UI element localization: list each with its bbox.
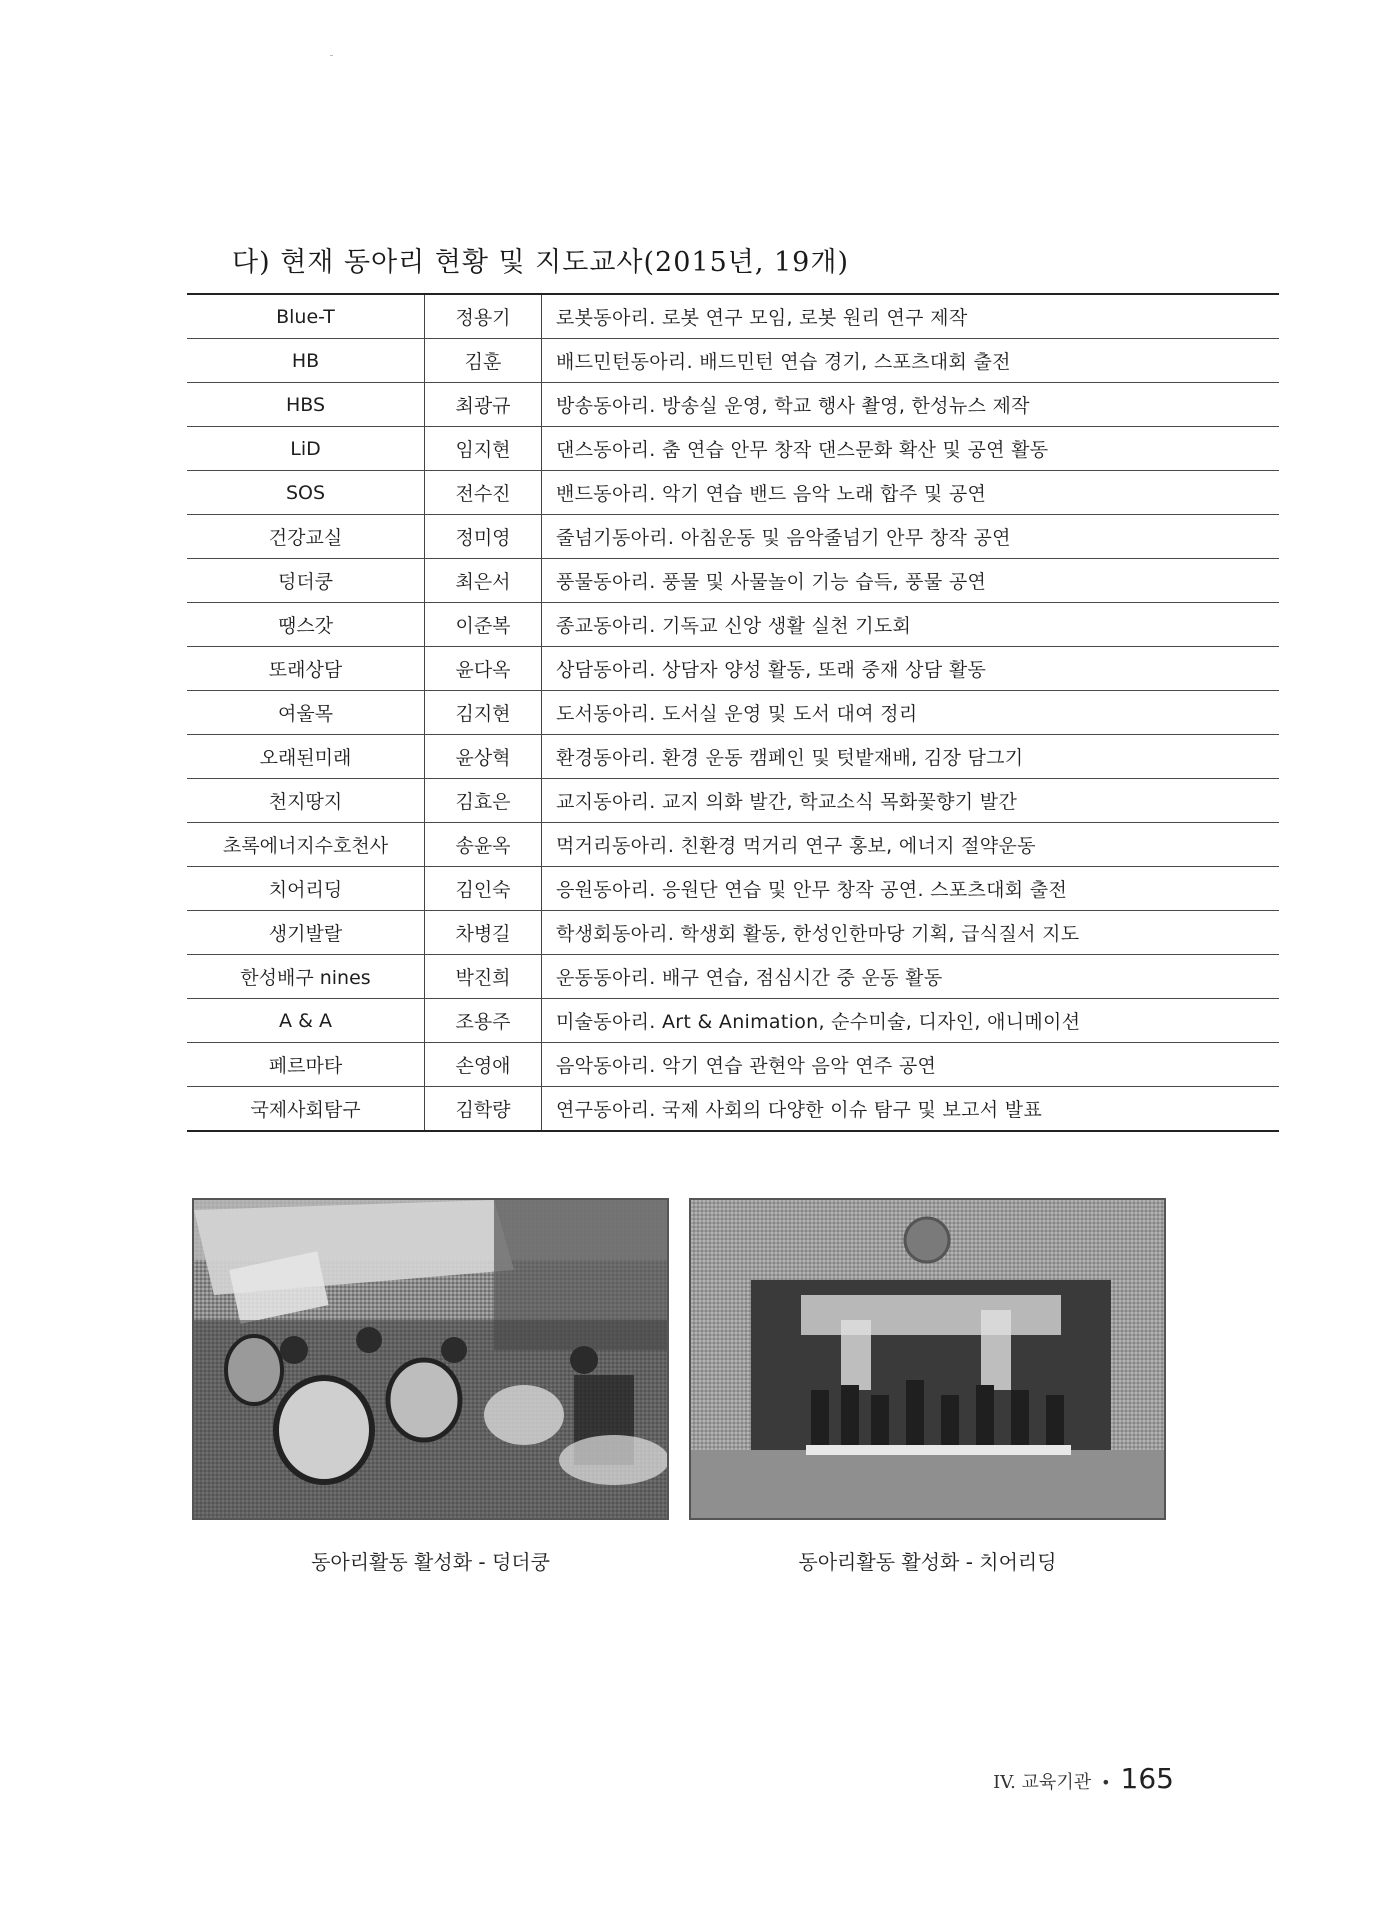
table-row xyxy=(187,559,1279,603)
description-cell: 운동동아리. 배구 연습, 점심시간 중 운동 활동 xyxy=(542,955,1280,999)
club-name-cell: HB xyxy=(187,339,425,383)
photo-caption-cheerleading: 동아리활동 활성화 - 치어리딩 xyxy=(798,1550,1057,1574)
club-name-cell: 생기발랄 xyxy=(187,911,425,955)
teacher-cell: 김지현 xyxy=(425,691,542,735)
club-name-cell: 치어리딩 xyxy=(187,867,425,911)
description-cell: 교지동아리. 교지 의화 발간, 학교소식 목화꽃향기 발간 xyxy=(542,779,1280,823)
description-cell: 배드민턴동아리. 배드민턴 연습 경기, 스포츠대회 출전 xyxy=(542,339,1280,383)
teacher-cell: 윤다옥 xyxy=(425,647,542,691)
club-name-cell: 페르마타 xyxy=(187,1043,425,1087)
cheerleading-photo-image xyxy=(691,1200,1164,1518)
club-name-cell: 덩더쿵 xyxy=(187,559,425,603)
description-cell: 줄넘기동아리. 아침운동 및 음악줄넘기 안무 창작 공연 xyxy=(542,515,1280,559)
table-row xyxy=(187,339,1279,383)
description-cell: 밴드동아리. 악기 연습 밴드 음악 노래 합주 및 공연 xyxy=(542,471,1280,515)
club-name-cell: A & A xyxy=(187,999,425,1043)
teacher-cell: 최광규 xyxy=(425,383,542,427)
teacher-cell: 조용주 xyxy=(425,999,542,1043)
description-cell: 풍물동아리. 풍물 및 사물놀이 기능 습득, 풍물 공연 xyxy=(542,559,1280,603)
club-name-cell: 한성배구 nines xyxy=(187,955,425,999)
teacher-cell: 임지현 xyxy=(425,427,542,471)
pungmul-photo-image xyxy=(194,1200,667,1518)
teacher-cell: 정미영 xyxy=(425,515,542,559)
scan-mark xyxy=(330,55,333,56)
teacher-cell: 최은서 xyxy=(425,559,542,603)
club-name-cell: LiD xyxy=(187,427,425,471)
section-title: 다) 현재 동아리 현황 및 지도교사(2015년, 19개) xyxy=(232,247,849,278)
teacher-cell: 전수진 xyxy=(425,471,542,515)
club-name-cell: 천지땅지 xyxy=(187,779,425,823)
teacher-cell: 김효은 xyxy=(425,779,542,823)
table-row xyxy=(187,1043,1279,1087)
photo-caption-pungmul: 동아리활동 활성화 - 덩더쿵 xyxy=(311,1550,550,1574)
club-name-cell: 건강교실 xyxy=(187,515,425,559)
description-cell: 연구동아리. 국제 사회의 다양한 이슈 탐구 및 보고서 발표 xyxy=(542,1087,1280,1132)
teacher-cell: 송윤옥 xyxy=(425,823,542,867)
table-row xyxy=(187,999,1279,1043)
table-row xyxy=(187,603,1279,647)
table-row xyxy=(187,427,1279,471)
table-row xyxy=(187,383,1279,427)
description-cell: 로봇동아리. 로봇 연구 모임, 로봇 원리 연구 제작 xyxy=(542,294,1280,339)
description-cell: 먹거리동아리. 친환경 먹거리 연구 홍보, 에너지 절약운동 xyxy=(542,823,1280,867)
club-table xyxy=(187,293,1279,1132)
photo-cheerleading xyxy=(689,1198,1166,1520)
photo-pungmul xyxy=(192,1198,669,1520)
chapter-label: IV. 교육기관 xyxy=(993,1772,1092,1793)
description-cell: 음악동아리. 악기 연습 관현악 음악 연주 공연 xyxy=(542,1043,1280,1087)
table-row xyxy=(187,779,1279,823)
club-name-cell: 땡스갓 xyxy=(187,603,425,647)
description-cell: 응원동아리. 응원단 연습 및 안무 창작 공연. 스포츠대회 출전 xyxy=(542,867,1280,911)
club-name-cell: SOS xyxy=(187,471,425,515)
page-number: 165 xyxy=(1120,1762,1174,1795)
table-row xyxy=(187,955,1279,999)
table-row xyxy=(187,647,1279,691)
teacher-cell: 정용기 xyxy=(425,294,542,339)
description-cell: 종교동아리. 기독교 신앙 생활 실천 기도회 xyxy=(542,603,1280,647)
description-cell: 댄스동아리. 춤 연습 안무 창작 댄스문화 확산 및 공연 활동 xyxy=(542,427,1280,471)
club-name-cell: HBS xyxy=(187,383,425,427)
table-row xyxy=(187,867,1279,911)
club-name-cell: 여울목 xyxy=(187,691,425,735)
description-cell: 상담동아리. 상담자 양성 활동, 또래 중재 상담 활동 xyxy=(542,647,1280,691)
table-row xyxy=(187,911,1279,955)
teacher-cell: 윤상혁 xyxy=(425,735,542,779)
club-table-body xyxy=(187,294,1279,1131)
teacher-cell: 김학량 xyxy=(425,1087,542,1132)
table-row xyxy=(187,294,1279,339)
description-cell: 방송동아리. 방송실 운영, 학교 행사 촬영, 한성뉴스 제작 xyxy=(542,383,1280,427)
description-cell: 환경동아리. 환경 운동 캠페인 및 텃밭재배, 김장 담그기 xyxy=(542,735,1280,779)
teacher-cell: 김인숙 xyxy=(425,867,542,911)
teacher-cell: 박진희 xyxy=(425,955,542,999)
teacher-cell: 이준복 xyxy=(425,603,542,647)
description-cell: 도서동아리. 도서실 운영 및 도서 대여 정리 xyxy=(542,691,1280,735)
teacher-cell: 차병길 xyxy=(425,911,542,955)
table-row xyxy=(187,471,1279,515)
club-name-cell: Blue-T xyxy=(187,294,425,339)
table-row xyxy=(187,1087,1279,1132)
footer-separator: • xyxy=(1101,1773,1111,1792)
teacher-cell: 손영애 xyxy=(425,1043,542,1087)
description-cell: 학생회동아리. 학생회 활동, 한성인한마당 기획, 급식질서 지도 xyxy=(542,911,1280,955)
description-cell: 미술동아리. Art & Animation, 순수미술, 디자인, 애니메이션 xyxy=(542,999,1280,1043)
club-name-cell: 오래된미래 xyxy=(187,735,425,779)
table-row xyxy=(187,823,1279,867)
club-name-cell: 또래상담 xyxy=(187,647,425,691)
page-footer xyxy=(993,1762,1174,1795)
teacher-cell: 김훈 xyxy=(425,339,542,383)
table-row xyxy=(187,691,1279,735)
table-row xyxy=(187,735,1279,779)
table-row xyxy=(187,515,1279,559)
club-name-cell: 국제사회탐구 xyxy=(187,1087,425,1132)
club-name-cell: 초록에너지수호천사 xyxy=(187,823,425,867)
